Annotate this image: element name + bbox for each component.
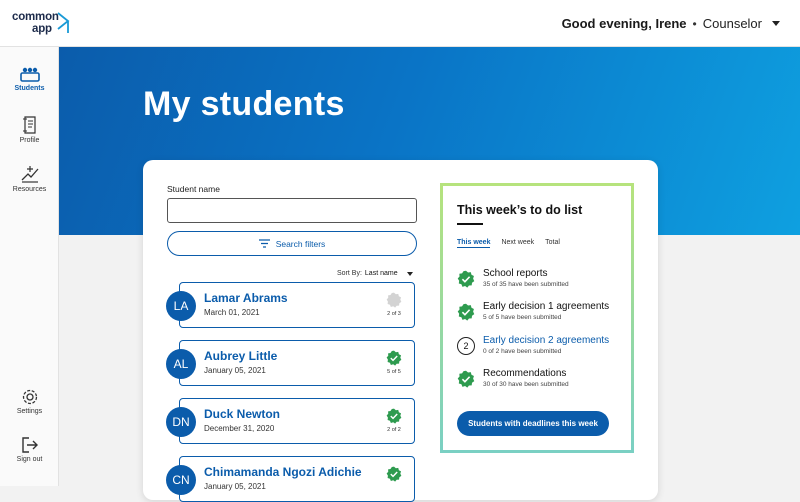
page-title: My students: [143, 85, 345, 123]
todo-item-subtitle: 5 of 5 have been submitted: [483, 314, 562, 321]
todo-item-subtitle: 0 of 2 have been submitted: [483, 348, 562, 355]
submission-count: 2 of 2: [387, 427, 401, 433]
student-date: January 05, 2021: [204, 482, 266, 491]
tab-total[interactable]: Total: [545, 239, 560, 246]
greeting-text: Good evening, Irene: [561, 16, 687, 31]
todo-item-title: School reports: [483, 268, 548, 279]
title-underline: [457, 223, 483, 225]
student-name-input[interactable]: [167, 198, 417, 223]
todo-item-title: Recommendations: [483, 368, 567, 379]
complete-badge-icon: [457, 270, 475, 288]
sidebar: [0, 47, 59, 486]
chevron-down-icon: [772, 21, 780, 26]
complete-badge-icon: [457, 370, 475, 388]
incomplete-badge-icon: [386, 292, 402, 308]
sort-by-dropdown[interactable]: Sort By: Last name: [337, 270, 413, 277]
gear-icon: [21, 388, 39, 406]
student-card[interactable]: [173, 282, 415, 328]
logo-mark-icon: [56, 11, 70, 35]
tab-this-week[interactable]: This week: [457, 239, 491, 246]
sidebar-item-students[interactable]: Students: [0, 65, 59, 92]
sign-out-icon: [21, 436, 39, 454]
avatar: CN: [166, 465, 196, 495]
student-name[interactable]: Duck Newton: [204, 407, 281, 421]
submission-count: 2 of 3: [387, 311, 401, 317]
common-app-logo[interactable]: common app: [12, 9, 74, 39]
student-name[interactable]: Chimamanda Ngozi Adichie: [204, 465, 362, 479]
complete-badge-icon: [386, 408, 402, 424]
submission-count: 5 of 5: [387, 369, 401, 375]
todo-tabs: [457, 239, 560, 248]
student-name[interactable]: Lamar Abrams: [204, 291, 288, 305]
avatar: LA: [166, 291, 196, 321]
top-bar: [0, 0, 800, 47]
sidebar-item-profile[interactable]: Profile: [0, 115, 59, 144]
student-name-label: Student name: [167, 184, 220, 194]
sidebar-item-resources[interactable]: Resources: [0, 164, 59, 193]
chevron-down-icon: [407, 272, 413, 276]
sidebar-item-sign-out[interactable]: Sign out: [0, 436, 59, 463]
avatar: DN: [166, 407, 196, 437]
todo-item-subtitle: 35 of 35 have been submitted: [483, 281, 569, 288]
role-label: Counselor: [702, 16, 762, 31]
sidebar-item-settings[interactable]: Settings: [0, 388, 59, 415]
students-icon: [20, 65, 40, 83]
complete-badge-icon: [386, 466, 402, 482]
student-date: March 01, 2021: [204, 308, 260, 317]
todo-item-title: Early decision 1 agreements: [483, 301, 610, 312]
student-name[interactable]: Aubrey Little: [204, 349, 278, 363]
account-menu[interactable]: Good evening, Irene • Counselor: [562, 16, 780, 31]
complete-badge-icon: [457, 303, 475, 321]
student-card[interactable]: [173, 340, 415, 386]
todo-item-subtitle: 30 of 30 have been submitted: [483, 381, 569, 388]
search-filters-button[interactable]: Search filters: [167, 231, 417, 256]
resources-icon: [20, 164, 40, 184]
todo-panel: [440, 183, 634, 453]
pending-count-badge: 2: [457, 337, 475, 355]
todo-item-title-link[interactable]: Early decision 2 agreements: [483, 335, 610, 346]
student-date: January 05, 2021: [204, 366, 266, 375]
tab-next-week[interactable]: Next week: [501, 239, 535, 246]
profile-icon: [21, 115, 39, 135]
student-date: December 31, 2020: [204, 424, 275, 433]
students-with-deadlines-button[interactable]: Students with deadlines this week: [457, 411, 609, 436]
complete-badge-icon: [386, 350, 402, 366]
todo-title: This week’s to do list: [457, 203, 583, 217]
avatar: AL: [166, 349, 196, 379]
filter-icon: [259, 239, 270, 248]
student-card[interactable]: [172, 456, 415, 502]
student-card[interactable]: [172, 398, 415, 444]
